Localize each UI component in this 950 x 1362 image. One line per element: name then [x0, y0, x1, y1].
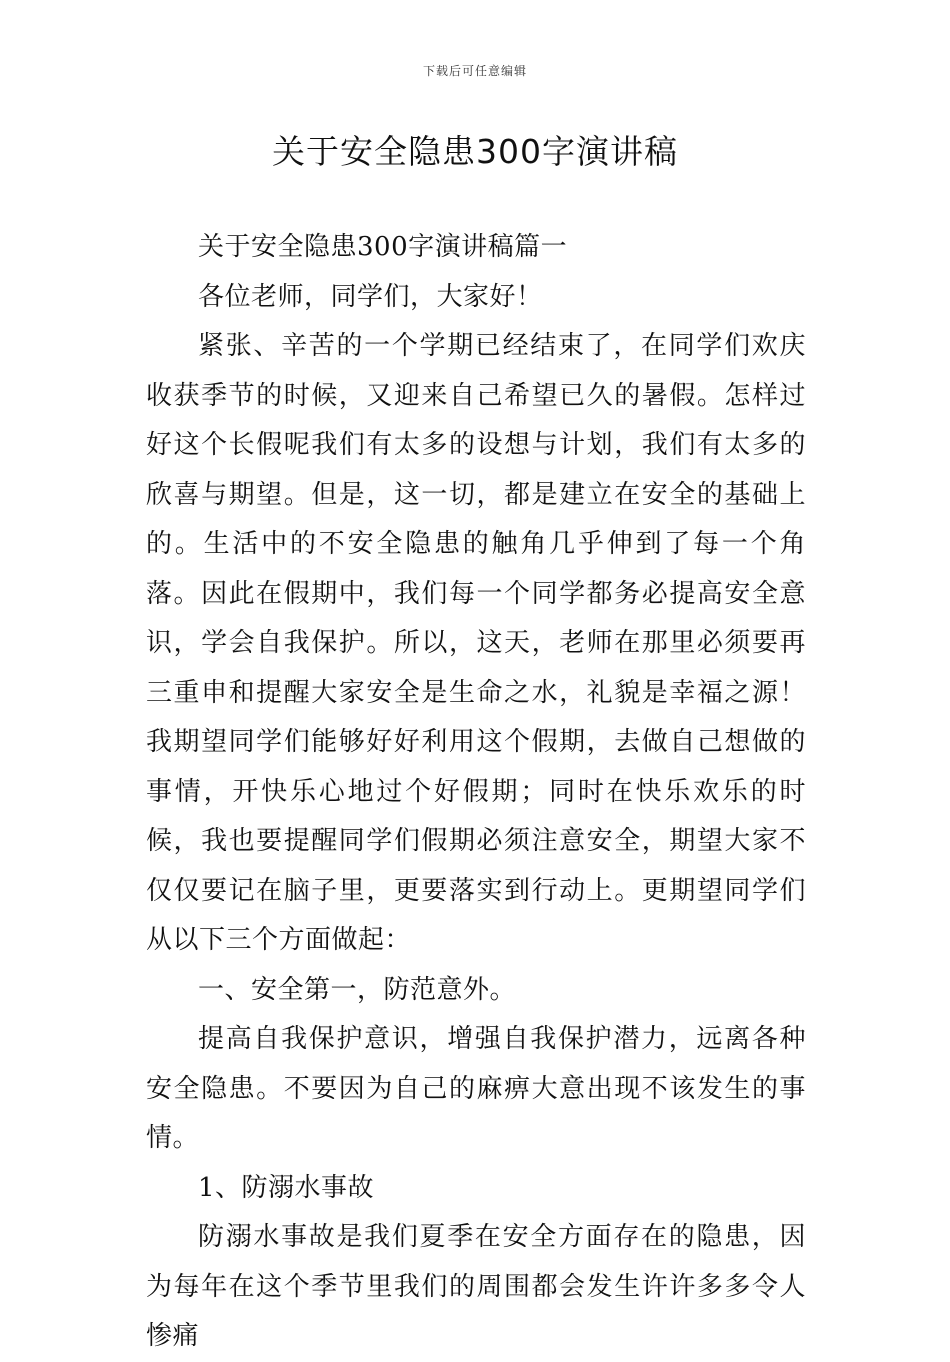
document-title: 关于安全隐患300字演讲稿: [272, 132, 678, 171]
paragraph-subpoint-body: 防溺水事故是我们夏季在安全方面存在的隐患，因为每年在这个季节里我们的周围都会发生许许多多令人惨痛: [146, 1222, 806, 1351]
paragraph-point-one-heading: 一、安全第一，防范意外。: [198, 974, 517, 1005]
paragraph-greeting: 各位老师，同学们，大家好！: [198, 281, 543, 312]
paragraph-intro: 紧张、辛苦的一个学期已经结束了，在同学们欢庆收获季节的时候，又迎来自己希望已久的暑假。怎样过好这个长假呢我们有太多的设想与计划，我们有太多的欣喜与期望。但是，这一切，都是建立在安全的基础上的。生活中的不安全隐患的触角几乎伸到了每一个角落。因此在假期中，我们每一个同学都务必提高安全意识，学会自我保护。所以，这天，老师在那里必须要再三重申和提醒大家安全是生命之水，礼貌是幸福之源！我期望同学们能够好好利用这个假期，去做自己想做的事情，开快乐心地过个好假期；同时在快乐欢乐的时候，我也要提醒同学们假期必须注意安全，期望大家不仅仅要记在脑子里，更要落实到行动上。更期望同学们从以下三个方面做起：: [146, 331, 806, 955]
header-note: 下载后可任意编辑: [422, 64, 527, 78]
paragraph-point-one-body: 提高自我保护意识，增强自我保护潜力，远离各种安全隐患。不要因为自己的麻痹大意出现不该发生的事情。: [146, 1024, 806, 1153]
paragraph-section-heading: 关于安全隐患300字演讲稿篇一: [198, 232, 568, 262]
document-body: [146, 223, 806, 1362]
paragraph-subpoint-heading: 1、防溺水事故: [198, 1172, 375, 1203]
